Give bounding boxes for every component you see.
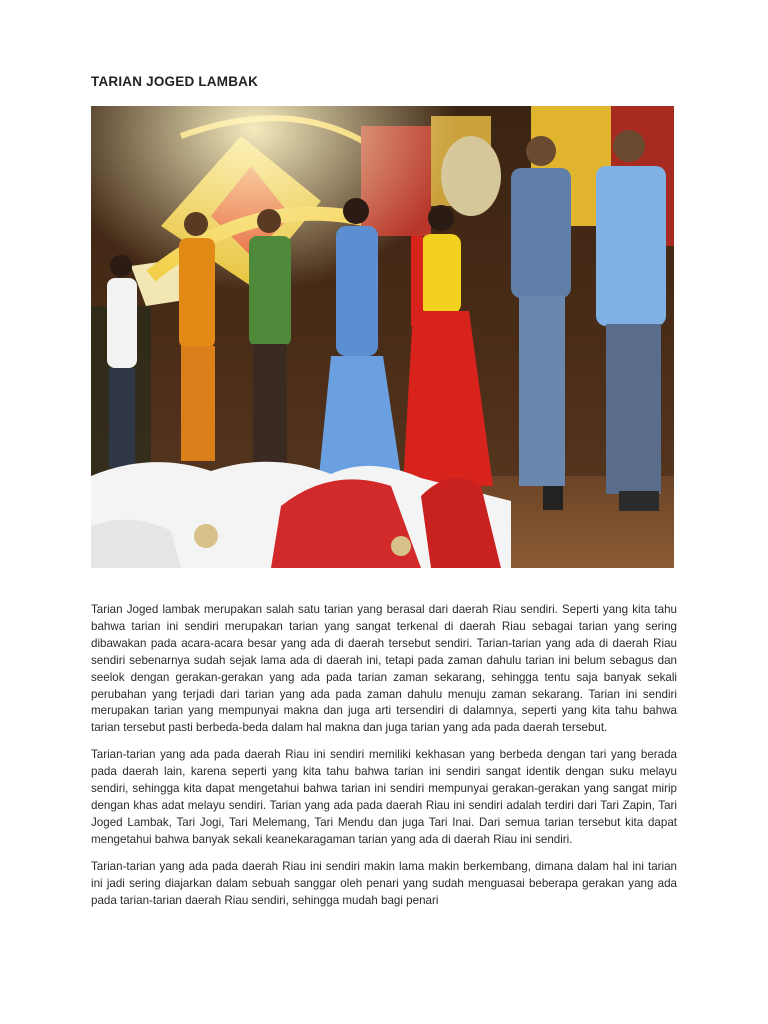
dancers-photo (91, 106, 674, 568)
paragraph: Tarian-tarian yang ada pada daerah Riau ini sendiri memiliki kekhasan yang berbeda dengan tari yang berada pada daerah lain, karena seperti yang kita tahu bahwa tarian ini sendiri sangat identik dengan suku melayu sendiri, sehingga kita dapat mengetahui bahwa tarian ini sendiri mempunyai gerakan-gerakan yang sangat mirip dengan khas adat melayu sendiri. Tarian yang ada pada daerah Riau ini sendiri adalah terdiri dari Tari Zapin, Tari Joged Lambak, Tari Jogi, Tari Melemang, Tari Mendu dan juga Tari Inai. Dari semua tarian tersebut kita dapat mengetahui bahwa banyak sekali keanekaragaman tarian yang ada di daerah Riau ini sendiri. (91, 748, 677, 846)
dancers-photo-icon (91, 106, 674, 568)
page-title: TARIAN JOGED LAMBAK (91, 74, 259, 89)
article-body (91, 602, 677, 919)
paragraph: Tarian-tarian yang ada pada daerah Riau ini sendiri makin lama makin berkembang, dimana dalam hal ini tarian ini jadi sering diajarkan dalam sebuah sanggar oleh penari yang sudah menguasai beberapa gerakan yang ada pada tarian-tarian daerah Riau sendiri, sehingga mudah bagi penari (91, 859, 677, 907)
paragraph: Tarian Joged lambak merupakan salah satu tarian yang berasal dari daerah Riau sendiri. Seperti yang kita tahu bahwa tarian ini sendiri merupakan tarian yang sangat terkenal di daerah Riau sebagai tarian yang sering dibawakan pada acara-acara besar yang ada di daerah tersebut sendiri. Tarian-tarian yang ada di daerah Riau sendiri sebenarnya sudah sejak lama ada di daerah ini, tetapi pada zaman dahulu tarian ini belum sebagus dan seelok dengan gerakan-gerakan yang ada pada tarian zaman sekarang, sehingga tentu saja banyak sekali perubahan yang terjadi dari tarian yang ada pada zaman dahulu menuju zaman sekarang. Tarian ini sendiri merupakan tarian yang mempunyai makna dan juga arti tersendiri di dalamnya, seperti yang kita tahu bahwa tarian tersebut pasti berbeda-beda dalam hal makna dan juga tarian yang ada pada daerah tersebut. (91, 603, 677, 735)
